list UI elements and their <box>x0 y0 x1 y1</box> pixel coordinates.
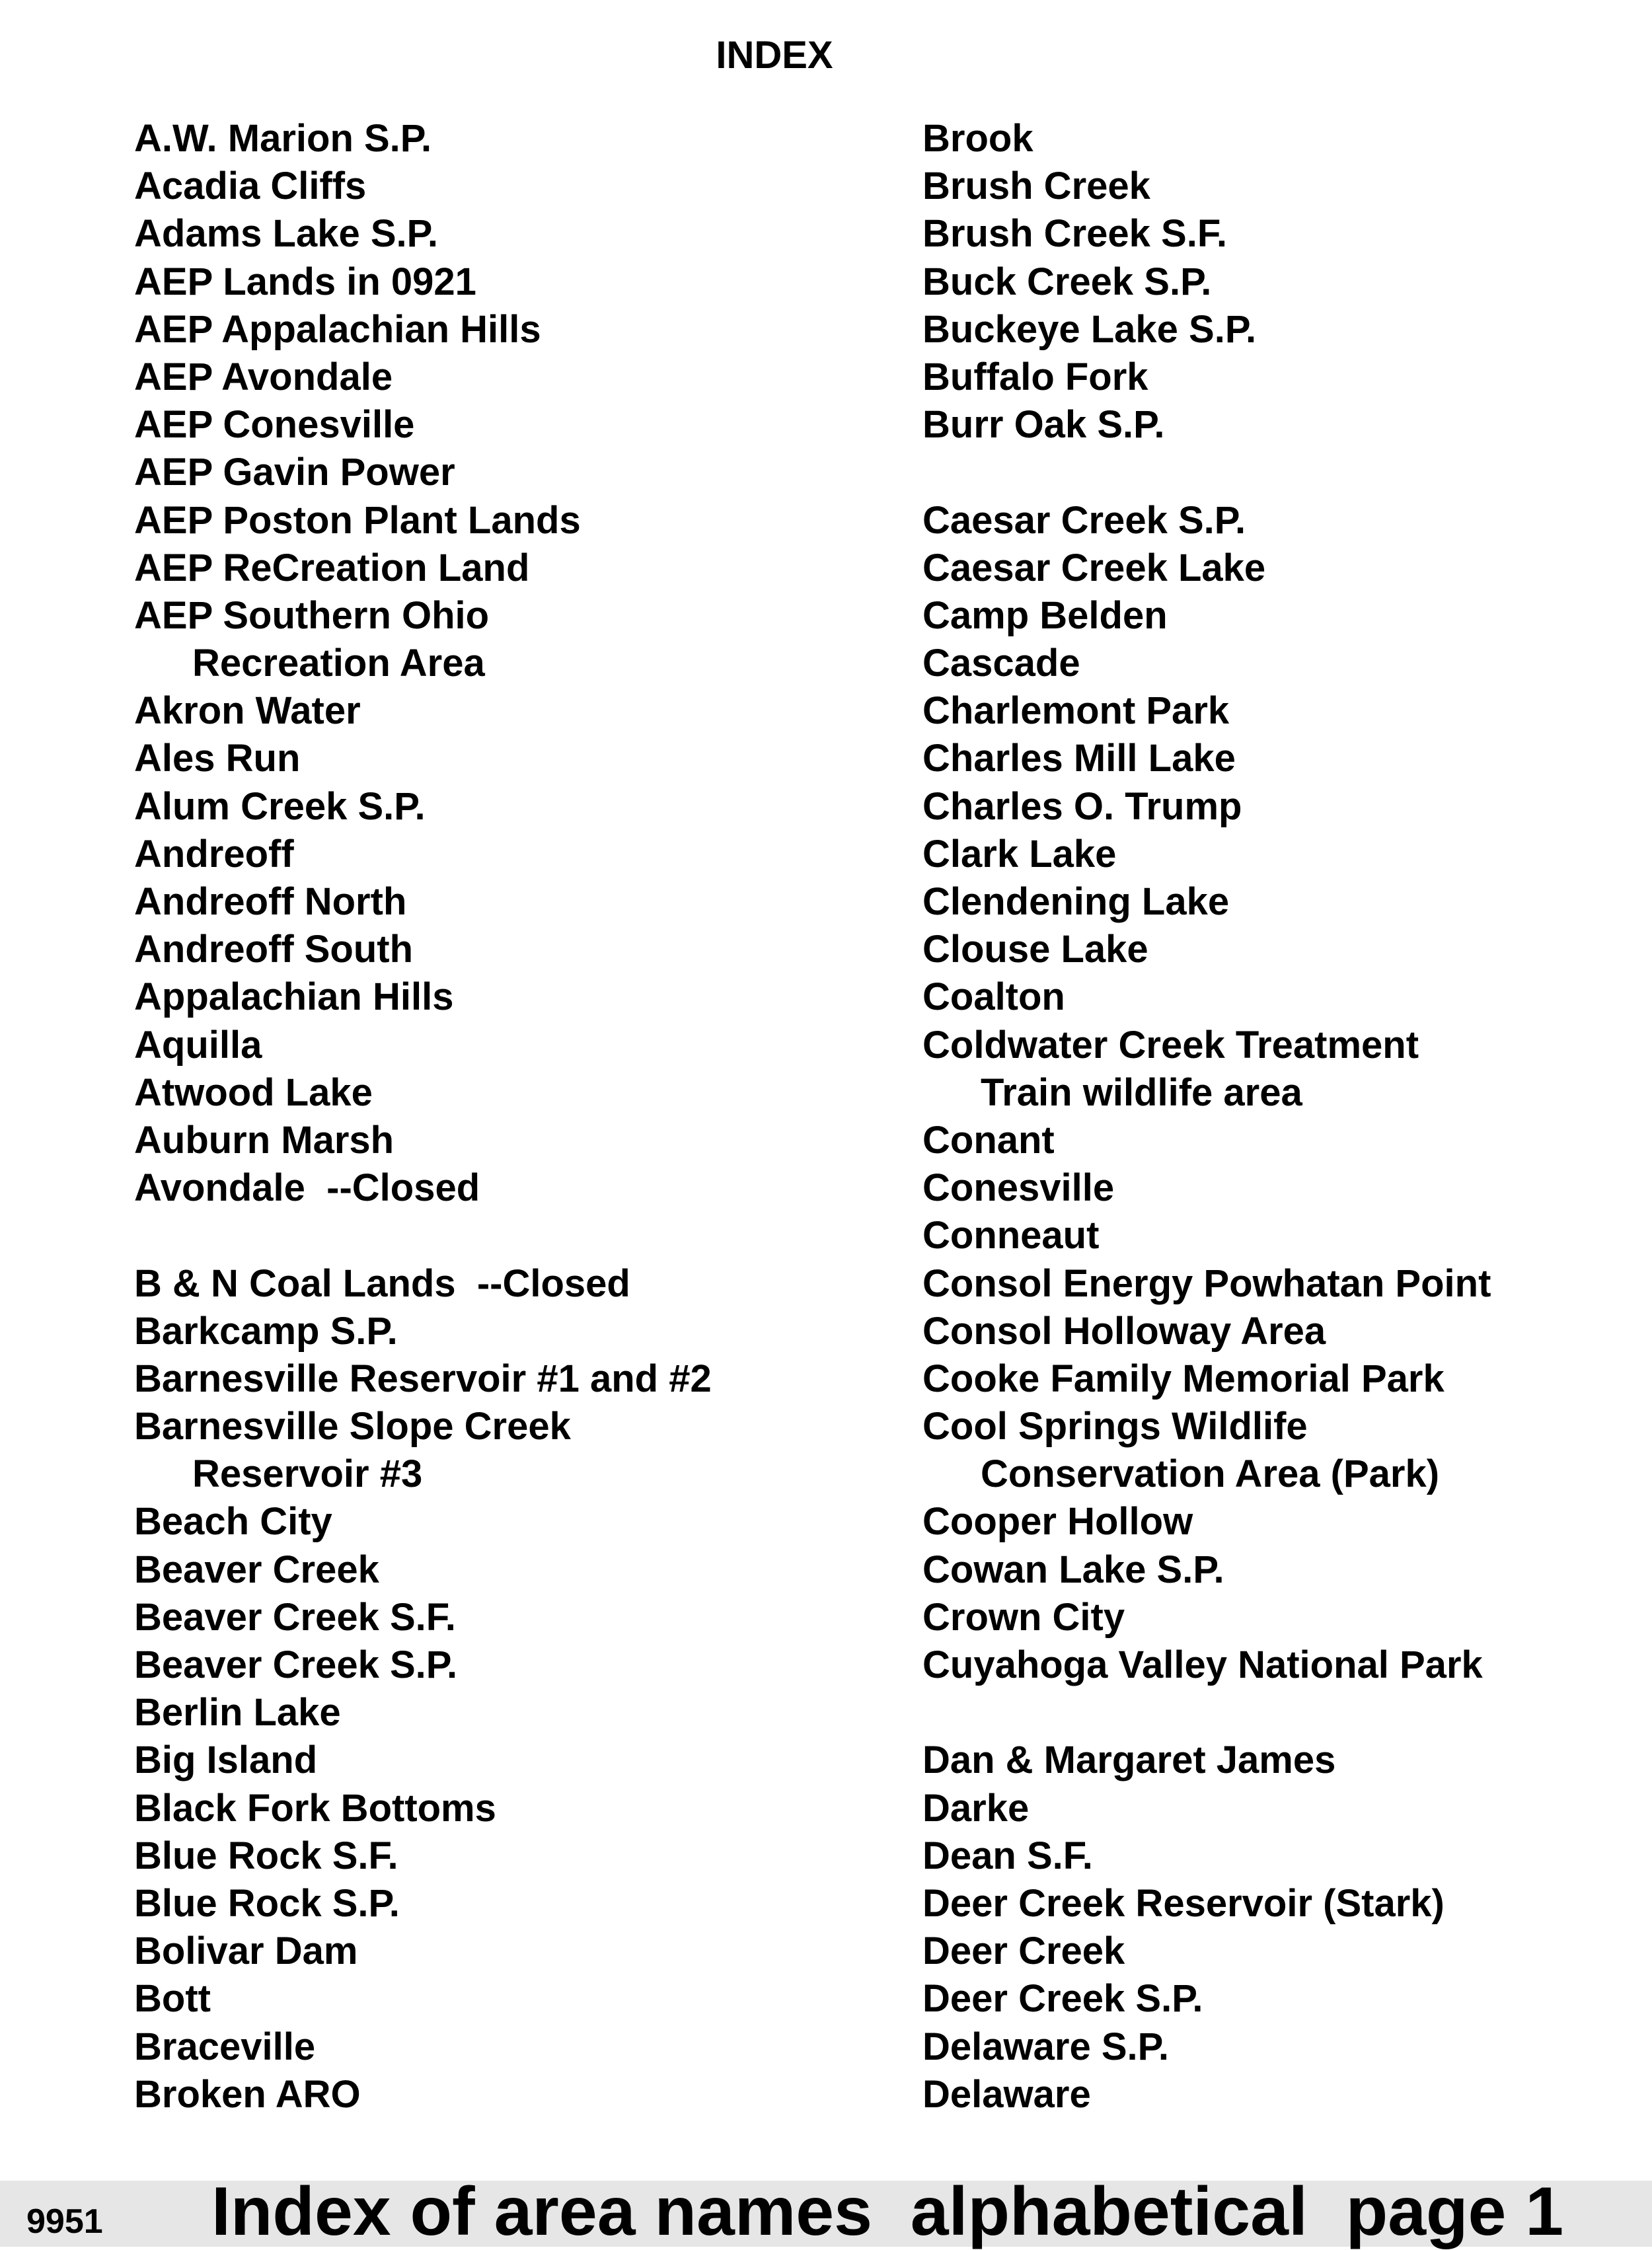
index-entry: Conant <box>922 1118 1055 1162</box>
index-entry: Akron Water <box>134 689 361 733</box>
index-entry: Delaware <box>922 2072 1091 2116</box>
index-entry: Dan & Margaret James <box>922 1739 1336 1782</box>
index-entry: Caesar Creek S.P. <box>922 498 1246 542</box>
index-entry: Cuyahoga Valley National Park <box>922 1643 1483 1686</box>
index-entry: Black Fork Bottoms <box>134 1786 496 1830</box>
index-entry: Blue Rock S.F. <box>134 1834 398 1877</box>
index-entry: Caesar Creek Lake <box>922 546 1266 589</box>
index-entry: Aquilla <box>134 1023 262 1067</box>
page-title: INDEX <box>716 34 833 77</box>
index-entry: Coalton <box>922 975 1065 1019</box>
index-spacer <box>922 449 1636 496</box>
index-entry: AEP Avondale <box>134 355 393 398</box>
index-entry: Bolivar Dam <box>134 1930 358 1973</box>
index-entry: Brush Creek <box>922 165 1150 208</box>
index-entry: Barkcamp S.P. <box>134 1309 398 1353</box>
index-entry: Auburn Marsh <box>134 1118 394 1162</box>
index-entry: Bott <box>134 1977 211 2021</box>
index-column-right <box>922 115 1636 2119</box>
index-entry: Buckeye Lake S.P. <box>922 307 1257 351</box>
index-entry: Barnesville Slope Creek <box>134 1405 571 1448</box>
index-entry: Braceville <box>134 2025 316 2068</box>
index-entry: Brook <box>922 117 1033 160</box>
index-entry: Blue Rock S.P. <box>134 1881 400 1925</box>
index-entry: Deer Creek <box>922 1930 1125 1973</box>
index-entry: Cooke Family Memorial Park <box>922 1357 1445 1400</box>
footer-title: Index of area names alphabetical page 1 <box>211 2173 1564 2250</box>
index-entry: Big Island <box>134 1739 318 1782</box>
index-entry: Appalachian Hills <box>134 975 454 1019</box>
index-entry: Charlemont Park <box>922 689 1230 733</box>
index-entry: Charles O. Trump <box>922 784 1242 828</box>
index-entry: Cowan Lake S.P. <box>922 1548 1224 1591</box>
index-entry: AEP Appalachian Hills <box>134 307 541 351</box>
index-entry: AEP Poston Plant Lands <box>134 498 581 542</box>
index-entry: AEP Gavin Power <box>134 451 455 494</box>
index-entry: Reservoir #3 <box>192 1452 423 1496</box>
index-entry: Andreoff North <box>134 880 407 923</box>
index-entry: Ales Run <box>134 737 301 780</box>
index-entry: Buffalo Fork <box>922 355 1148 398</box>
index-entry: Crown City <box>922 1595 1125 1639</box>
index-entry: Brush Creek S.F. <box>922 212 1227 256</box>
index-entry: Camp Belden <box>922 593 1168 637</box>
index-spacer <box>922 1689 1636 1737</box>
index-entry: Beach City <box>134 1500 332 1544</box>
index-entry: Clark Lake <box>922 832 1117 876</box>
index-entry: Clouse Lake <box>922 928 1148 971</box>
index-entry: Acadia Cliffs <box>134 165 367 208</box>
footer-page-code: 9951 <box>26 2202 103 2241</box>
index-entry: Cascade <box>922 642 1080 685</box>
index-entry: Conesville <box>922 1166 1115 1210</box>
index-entry: Charles Mill Lake <box>922 737 1236 780</box>
index-entry: Alum Creek S.P. <box>134 784 426 828</box>
index-entry: Conservation Area (Park) <box>981 1452 1440 1496</box>
index-entry: Conneaut <box>922 1214 1100 1257</box>
index-entry: Barnesville Reservoir #1 and #2 <box>134 1357 712 1400</box>
index-entry: AEP Southern Ohio <box>134 593 490 637</box>
index-entry: Deer Creek S.P. <box>922 1977 1203 2021</box>
index-entry: A.W. Marion S.P. <box>134 117 432 160</box>
index-entry: Delaware S.P. <box>922 2025 1169 2068</box>
index-entry: Train wildlife area <box>981 1070 1302 1114</box>
index-entry: Adams Lake S.P. <box>134 212 438 256</box>
index-entry: Consol Holloway Area <box>922 1309 1326 1353</box>
index-entry: Darke <box>922 1786 1030 1830</box>
index-entry: AEP ReCreation Land <box>134 546 530 589</box>
index-entry: Consol Energy Powhatan Point <box>922 1261 1491 1305</box>
index-entry: Clendening Lake <box>922 880 1230 923</box>
index-entry: Deer Creek Reservoir (Stark) <box>922 1881 1445 1925</box>
index-entry: Beaver Creek S.P. <box>134 1643 458 1686</box>
index-entry: B & N Coal Lands --Closed <box>134 1261 630 1305</box>
index-entry: Berlin Lake <box>134 1691 341 1735</box>
index-entry: Buck Creek S.P. <box>922 260 1212 303</box>
index-entry: Burr Oak S.P. <box>922 403 1165 447</box>
index-entry: Atwood Lake <box>134 1070 373 1114</box>
index-entry: Avondale --Closed <box>134 1166 480 1210</box>
index-entry: Recreation Area <box>192 642 485 685</box>
index-entry: Beaver Creek S.F. <box>134 1595 456 1639</box>
index-entry: Coldwater Creek Treatment <box>922 1023 1419 1067</box>
index-entry: Beaver Creek <box>134 1548 379 1591</box>
index-entry: Dean S.F. <box>922 1834 1093 1877</box>
index-entry: Broken ARO <box>134 2072 361 2116</box>
index-spacer <box>134 1212 894 1259</box>
index-entry: AEP Lands in 0921 <box>134 260 476 303</box>
index-column-left <box>134 115 894 2119</box>
index-entry: AEP Conesville <box>134 403 415 447</box>
index-entry: Andreoff South <box>134 928 414 971</box>
index-entry: Cooper Hollow <box>922 1500 1193 1544</box>
index-entry: Andreoff <box>134 832 294 876</box>
index-entry: Cool Springs Wildlife <box>922 1405 1308 1448</box>
